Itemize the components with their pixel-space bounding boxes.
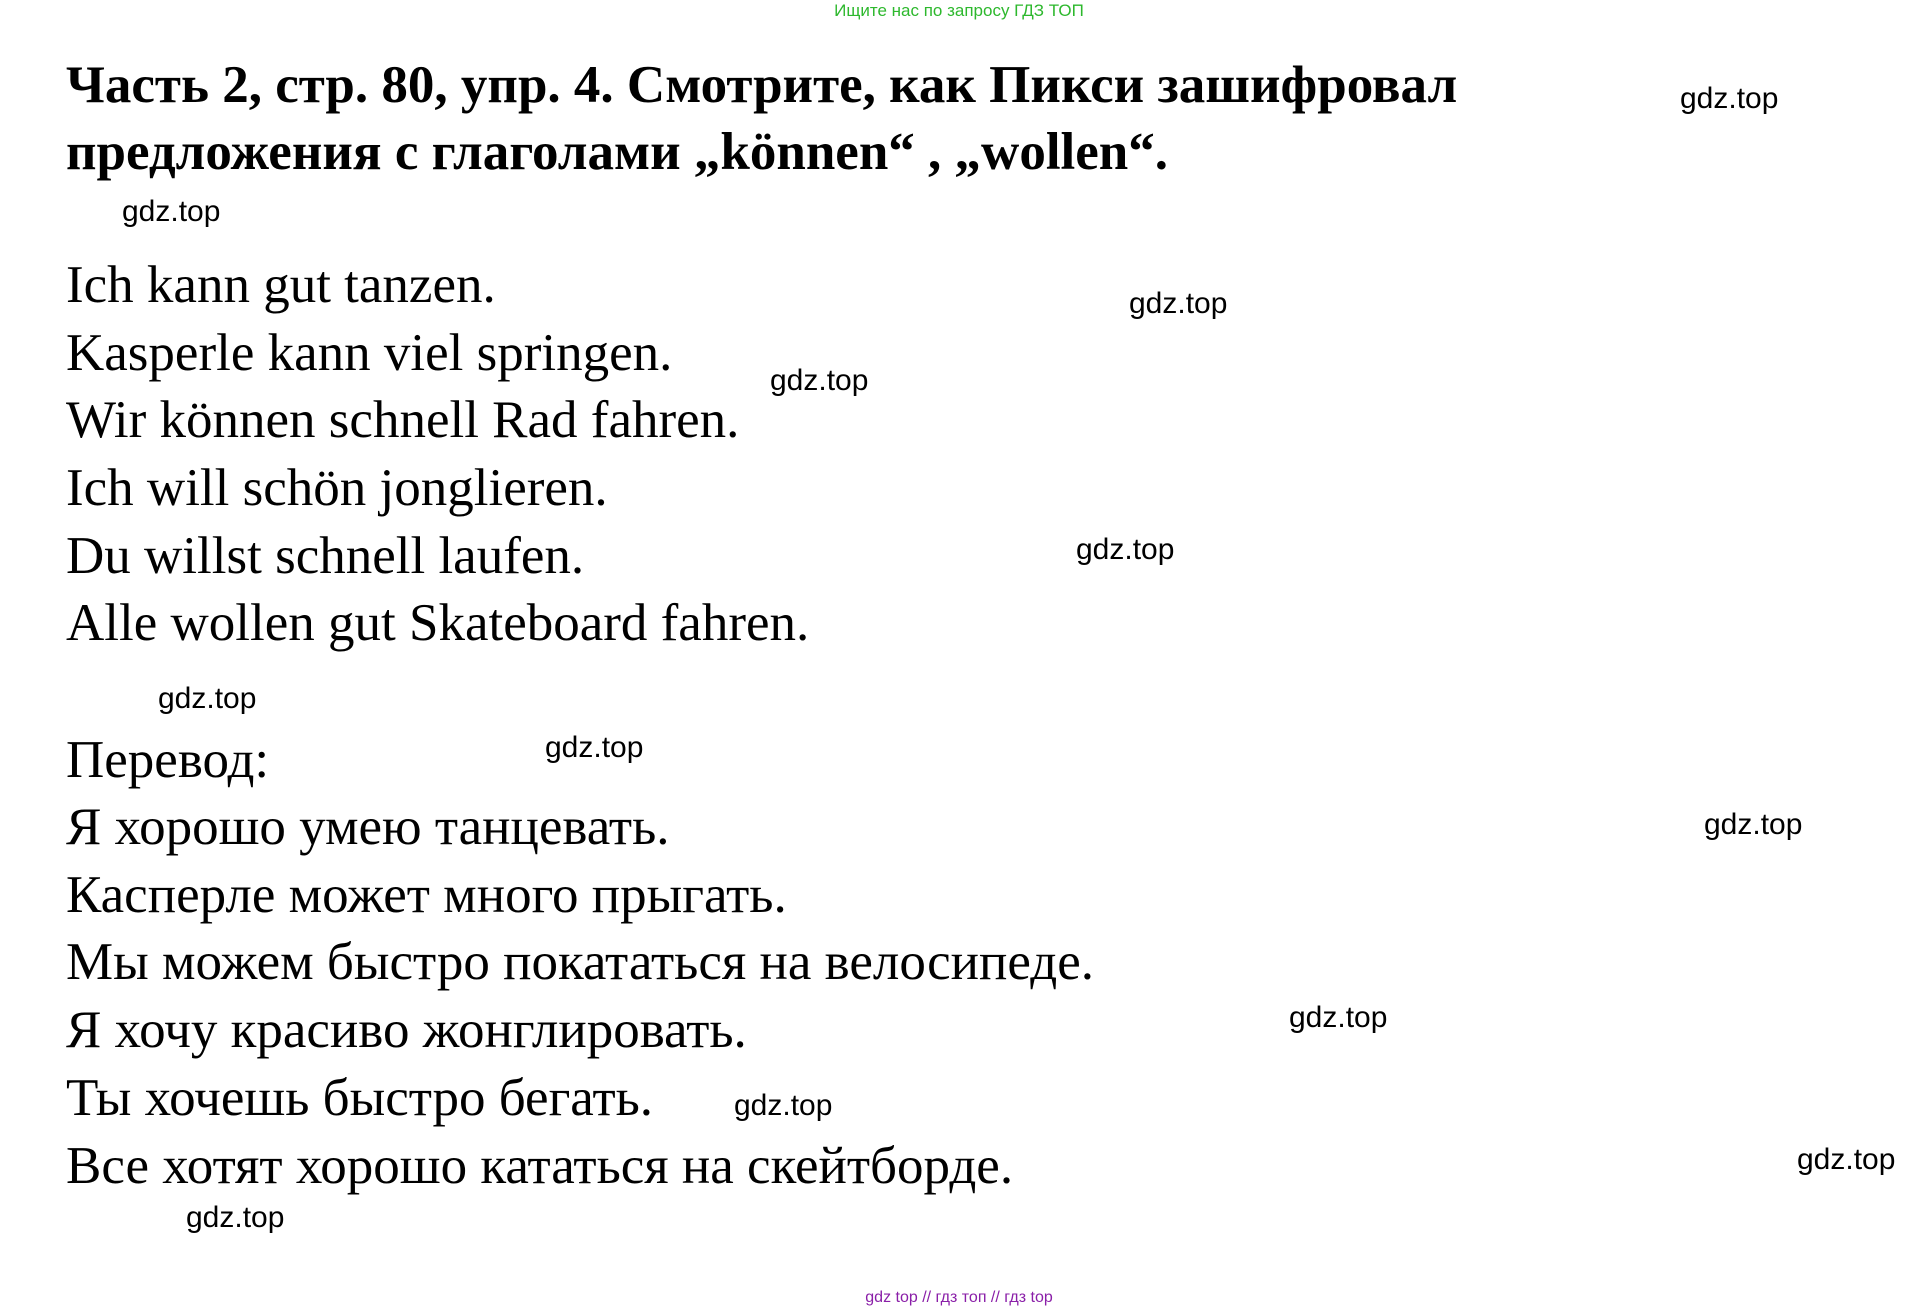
russian-sentence: Я хочу красиво жонглировать. <box>66 1001 747 1059</box>
watermark: gdz.top <box>1289 1001 1388 1034</box>
watermark: gdz.top <box>186 1201 285 1234</box>
german-sentence: Ich kann gut tanzen. <box>66 256 496 314</box>
footer-watermark: gdz top // гдз топ // гдз top <box>865 1289 1053 1306</box>
german-sentence: Kasperle kann viel springen. <box>66 324 673 382</box>
watermark: gdz.top <box>158 682 257 715</box>
watermark: gdz.top <box>1797 1143 1896 1176</box>
german-sentence: Du willst schnell laufen. <box>66 527 585 585</box>
watermark: gdz.top <box>1704 808 1803 841</box>
russian-sentence: Я хорошо умею танцевать. <box>66 798 670 856</box>
watermark: gdz.top <box>122 195 221 228</box>
german-sentence: Alle wollen gut Skateboard fahren. <box>66 594 810 652</box>
top-banner: Ищите нас по запросу ГДЗ ТОП <box>834 1 1084 20</box>
watermark: gdz.top <box>734 1089 833 1122</box>
watermark: gdz.top <box>770 364 869 397</box>
russian-sentence: Все хотят хорошо кататься на скейтборде. <box>66 1137 1014 1195</box>
german-sentence: Wir können schnell Rad fahren. <box>66 391 740 449</box>
watermark: gdz.top <box>1129 287 1228 320</box>
russian-sentence: Мы можем быстро покататься на велосипеде. <box>66 933 1094 991</box>
watermark: gdz.top <box>1680 82 1779 115</box>
translation-label: Перевод: <box>66 731 270 789</box>
russian-sentence: Ты хочешь быстро бегать. <box>66 1069 654 1127</box>
german-sentence: Ich will schön jonglieren. <box>66 459 608 517</box>
russian-sentence: Касперле может много прыгать. <box>66 866 787 924</box>
page-title: Часть 2, стр. 80, упр. 4. Смотрите, как Пикси зашифровал предложения с глаголами „können“ , „wollen“. <box>66 56 1458 181</box>
watermark: gdz.top <box>1076 533 1175 566</box>
watermark: gdz.top <box>545 731 644 764</box>
